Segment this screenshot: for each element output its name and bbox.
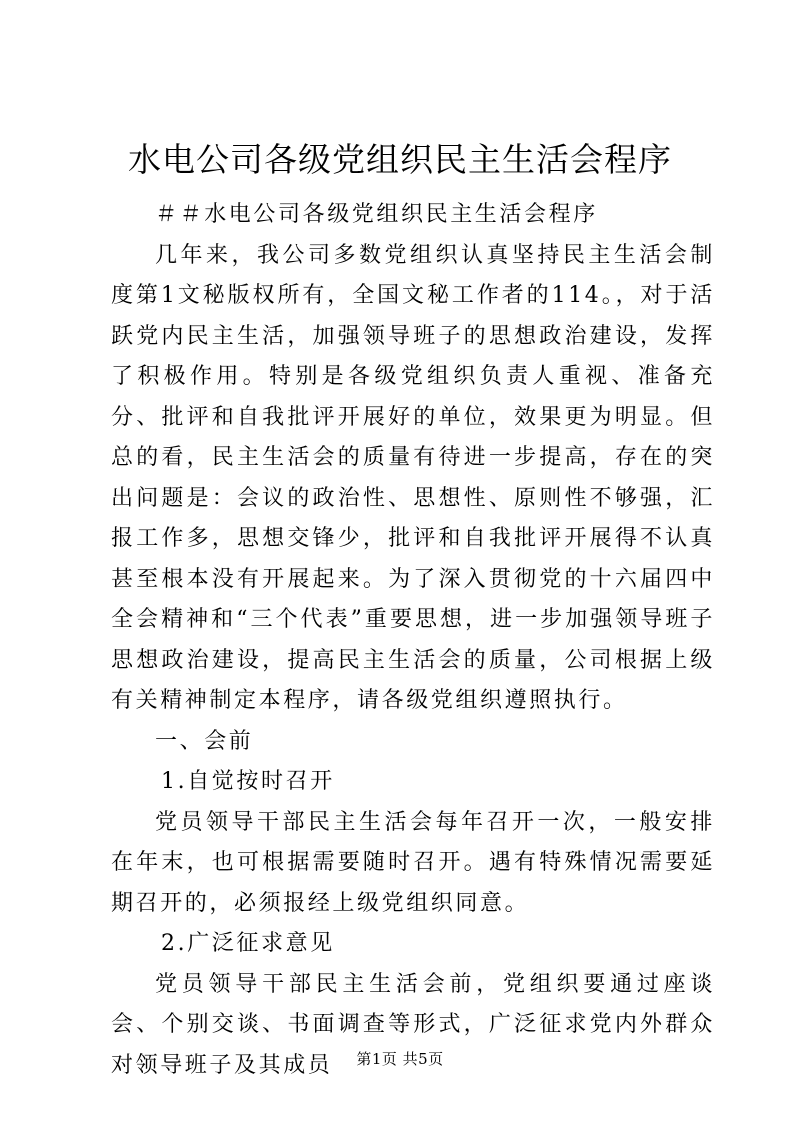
paragraph-convene: 党员领导干部民主生活会每年召开一次，一般安排在年末，也可根据需要随时召开。遇有特殊情况需要延期召开的，必须报经上级党组织同意。 xyxy=(111,809,715,916)
subsection-heading-opinions: 2.广泛征求意见 xyxy=(161,931,335,956)
section-heading-before-meeting: 一、会前 xyxy=(155,728,254,754)
paragraph-opinions: 党员领导干部民主生活会前，党组织要通过座谈会、个别交谈、书面调查等形式，广泛征求党内外群众对领导班子及其成员 xyxy=(111,971,715,1078)
subsection-heading-convene: 1.自觉按时召开 xyxy=(161,769,335,794)
paragraph-intro: 几年来，我公司多数党组织认真坚持民主生活会制度第1文秘版权所有，全国文秘工作者的114。，对于活跃党内民主生活，加强领导班子的思想政治建设，发挥了积极作用。特别是各级党组织负责人重视、准备充分、批评和自我批评开展好的单位，效果更为明显。但总的看，民主生活会的质量有待进一步提高，存在的突出问题是：会议的政治性、思想性、原则性不够强，汇报工作多，思想交锋少，批评和自我批评开展得不认真甚至根本没有开展起来。为了深入贯彻党的十六届四中全会精神和“三个代表”重要思想，进一步加强领导班子思想政治建设，提高民主生活会的质量，公司根据上级有关精神制定本程序，请各级党组织遵照执行。 xyxy=(111,242,715,713)
page-footer: 第1页 共5页 xyxy=(356,1050,444,1068)
document-body xyxy=(111,195,715,1086)
document-title: 水电公司各级党组织民主生活会程序 xyxy=(128,140,672,179)
paragraph-subtitle: ＃＃水电公司各级党组织民主生活会程序 xyxy=(155,202,598,227)
